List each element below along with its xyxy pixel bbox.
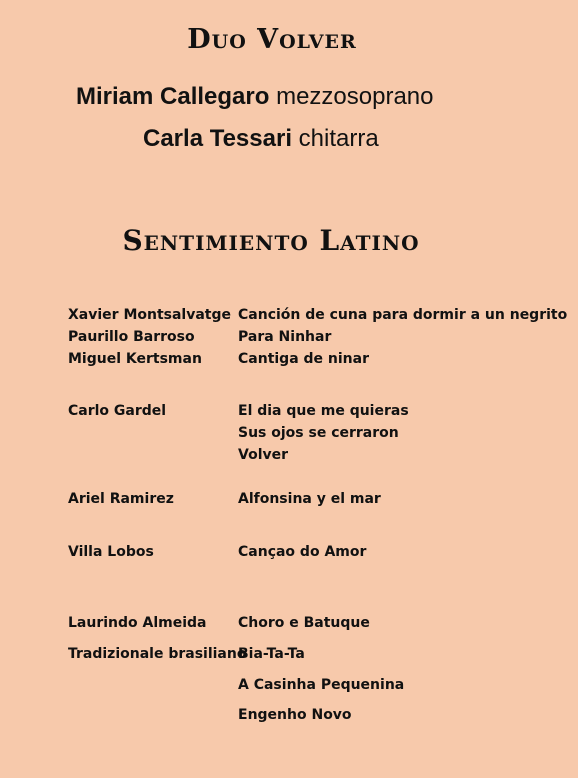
piece-title: A Casinha Pequenina xyxy=(238,677,405,693)
piece-title: Para Ninhar xyxy=(238,329,332,345)
composer-name: Miguel Kertsman xyxy=(68,351,202,367)
composer-name: Tradizionale brasiliano xyxy=(68,646,247,662)
piece-title: Sus ojos se cerraron xyxy=(238,425,399,441)
performer-line xyxy=(76,83,434,111)
piece-title: El dia que me quieras xyxy=(238,403,409,419)
performer-line xyxy=(143,125,379,153)
composer-name: Ariel Ramirez xyxy=(68,491,174,507)
piece-title: Cantiga de ninar xyxy=(238,351,369,367)
piece-title: Canción de cuna para dormir a un negrito xyxy=(238,307,568,323)
piece-title: Alfonsina y el mar xyxy=(238,491,381,507)
composer-name: Xavier Montsalvatge xyxy=(68,307,232,323)
performer-role: chitarra xyxy=(298,125,379,152)
composer-name: Carlo Gardel xyxy=(68,403,167,419)
performer-name: Carla Tessari xyxy=(143,125,292,152)
composer-name: Laurindo Almeida xyxy=(68,615,207,631)
piece-title: Bia-Ta-Ta xyxy=(238,646,305,662)
piece-title: Engenho Novo xyxy=(238,707,352,723)
composer-name: Paurillo Barroso xyxy=(68,329,195,345)
performer-name: Miriam Callegaro xyxy=(76,83,270,110)
ensemble-title: Duo Volver xyxy=(187,24,357,55)
piece-title: Volver xyxy=(238,447,289,463)
piece-title: Choro e Batuque xyxy=(238,615,370,631)
piece-title: Cançao do Amor xyxy=(238,544,367,560)
program-title: Sentimiento Latino xyxy=(122,224,420,257)
performer-role: mezzosoprano xyxy=(276,83,434,110)
composer-name: Villa Lobos xyxy=(68,544,154,560)
